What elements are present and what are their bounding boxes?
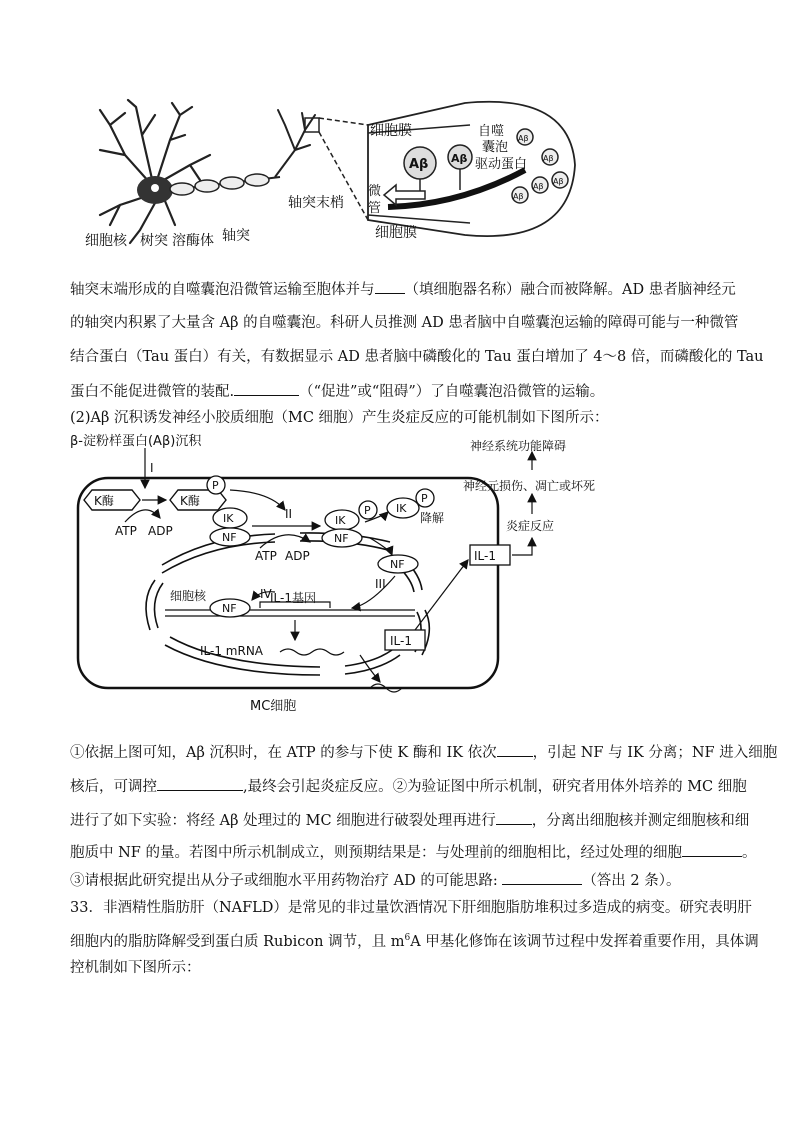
question-2: (2)Aβ 沉积诱发神经小胶质细胞（MC 细胞）产生炎症反应的可能机制如下图所示：: [70, 410, 609, 426]
label-microtubule-1: 微: [368, 184, 382, 199]
step-i-label: I: [150, 461, 154, 475]
ik-label: IK: [396, 502, 407, 515]
blank-sequence[interactable]: [497, 742, 533, 757]
para1-line2: 的轴突内积累了大量含 Aβ 的自噬囊泡。科研人员推测 AD 患者脑中自噬囊泡运输的障碍可能与一种微管: [70, 315, 739, 331]
label-autophagy-2: 囊泡: [482, 140, 509, 155]
atp-label: ATP: [255, 549, 277, 563]
vesicle-label: Aβ: [451, 152, 468, 165]
para1-line4: 蛋白不能促进微管的装配. （“促进”或“阻碍”）了自噬囊泡沿微管的运输。: [70, 381, 735, 402]
axon-terminal-branches: [278, 110, 315, 150]
step-ii-label: II: [285, 507, 293, 521]
p-label: P: [212, 479, 219, 492]
p-label: P: [421, 492, 428, 505]
atp-label: ATP: [115, 524, 137, 538]
label-axon-terminal: 轴突末梢: [288, 195, 344, 211]
step-iii-label: III: [375, 577, 386, 591]
ik-label: IK: [335, 514, 346, 527]
blank-treatment-idea[interactable]: [502, 870, 582, 885]
q33-line1: 33．非酒精性脂肪肝（NAFLD）是常见的非过量饮酒情况下肝细胞脂肪堆积过多造成的病变。研究表明肝: [70, 900, 752, 916]
label-motor-protein: 驱动蛋白: [475, 157, 528, 172]
nervous-disorder-label: 神经系统功能障碍: [470, 439, 567, 453]
blank-regulate[interactable]: [157, 776, 243, 791]
adp-label: ADP: [148, 524, 173, 538]
q33-line3: 控机制如下图所示：: [70, 960, 201, 976]
para1-line1: 轴突末端形成的自噬囊泡沿微管运输至胞体并与 （填细胞器名称）融合而被降解。AD 患者脑神经元: [70, 279, 735, 300]
il1-mrna-label: IL-1 mRNA: [200, 644, 264, 658]
nucleus-dot: [151, 184, 159, 192]
label-dendrite: 树突: [140, 233, 168, 249]
zoom-region: [368, 102, 575, 236]
vesicle-label: Aβ: [409, 157, 429, 172]
dendrite-tree: [100, 100, 210, 243]
blank-organelle[interactable]: [375, 279, 405, 294]
step-iv-label: IV: [260, 587, 272, 601]
label-nucleus: 细胞核: [85, 233, 127, 249]
abeta-deposition-label: β-淀粉样蛋白(Aβ)沉积: [70, 434, 202, 449]
blank-method[interactable]: [496, 810, 532, 825]
axon: [170, 150, 295, 195]
vesicle-label: Aβ: [533, 182, 544, 191]
label-autophagy-1: 自噬: [478, 124, 505, 139]
label-lysosome: 溶酶体: [172, 233, 214, 249]
label-membrane-top: 细胞膜: [370, 123, 412, 139]
vesicle-label: Aβ: [518, 134, 529, 143]
neuron-damage-label: 神经元损伤、凋亡或坏死: [463, 479, 596, 493]
nf-label: NF: [222, 602, 237, 615]
para2-line1: ①依据上图可知，Aβ 沉积时，在 ATP 的参与下使 K 酶和 IK 依次 ，引起 NF 与 IK 分离；NF 进入细胞: [70, 742, 735, 763]
vesicle-label: Aβ: [553, 177, 564, 186]
il1-gene-label: IL-1基因: [270, 591, 316, 605]
blank-promote-hinder[interactable]: [234, 381, 299, 396]
label-membrane-bottom: 细胞膜: [375, 225, 417, 241]
nf-label: NF: [390, 558, 405, 571]
para2-line2: 核后，可调控 ,最终会引起炎症反应。②为验证图中所示机制，研究者用体外培养的 MC 细胞: [70, 776, 735, 797]
vesicle-label: Aβ: [543, 154, 554, 163]
para2-line4: 胞质中 NF 的量。若图中所示机制成立，则预期结果是：与处理前的细胞相比，经过处理的细胞 。: [70, 842, 735, 863]
q33-line2: 细胞内的脂肪降解受到蛋白质 Rubicon 调节，且 $m^6A$ 甲基化修饰在该调节过程中发挥着重要作用，具体调: [70, 933, 759, 950]
k-enzyme-label: K酶: [94, 494, 114, 508]
mrna-squiggle: [280, 649, 344, 655]
nf-label: NF: [334, 532, 349, 545]
nucleus-label: 细胞核: [170, 589, 207, 603]
adp-label: ADP: [285, 549, 310, 563]
il1-label: IL-1: [390, 634, 412, 648]
il1-label: IL-1: [474, 549, 496, 563]
neuron-figure: [70, 95, 590, 255]
p-label: P: [364, 504, 371, 517]
blank-expected-result[interactable]: [682, 842, 742, 857]
degrade-label: 降解: [420, 511, 445, 525]
nf-label: NF: [222, 531, 237, 544]
para1-line3: 结合蛋白（Tau 蛋白）有关，有数据显示 AD 患者脑中磷酸化的 Tau 蛋白增加了 4～8 倍，而磷酸化的 Tau: [70, 349, 764, 365]
ik-label: IK: [223, 512, 234, 525]
vesicle-label: Aβ: [513, 192, 524, 201]
label-microtubule-2: 管: [368, 201, 382, 216]
para2-line5: ③请根据此研究提出从分子或细胞水平用药物治疗 AD 的可能思路: （答出 2 条）。: [70, 870, 735, 891]
k-enzyme-p-label: K酶: [180, 494, 200, 508]
inflammation-label: 炎症反应: [506, 519, 555, 533]
mc-cell-figure: [70, 430, 670, 715]
para2-line3: 进行了如下实验：将经 Aβ 处理过的 MC 细胞进行破裂处理再进行 ，分离出细胞核并测定细胞核和细: [70, 810, 735, 831]
label-axon: 轴突: [222, 228, 250, 244]
mc-cell-label: MC细胞: [250, 699, 297, 714]
